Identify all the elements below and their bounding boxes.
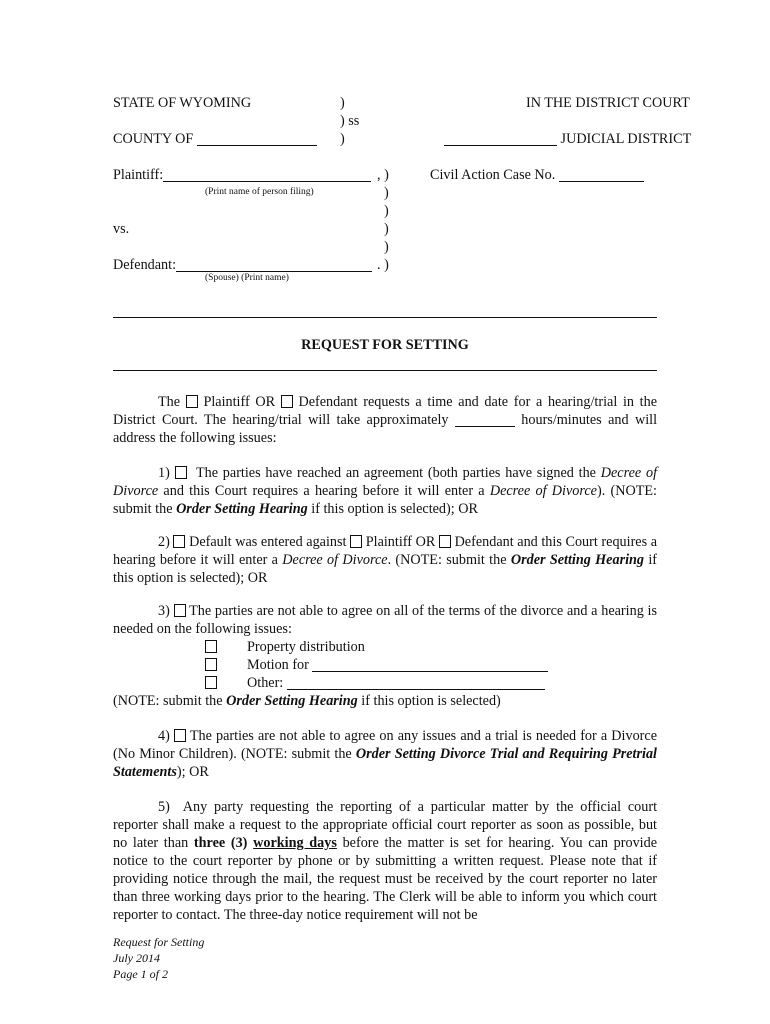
vs-label: vs. bbox=[113, 221, 130, 237]
top-rule bbox=[113, 317, 657, 318]
intro-paragraph: The Plaintiff OR Defendant requests a time and date for a hearing/trial in the District Court. The hearing/trial will take approximately hours/minutes and will address the following issues: bbox=[113, 394, 658, 446]
option-2: 2) Default was entered against Plaintiff OR Defendant and this Court requires a hearing before it will enter a Decree of Divorce. (NOTE: submit the Order Setting Hearing if this option is selected); OR bbox=[113, 534, 658, 586]
caption-ss: ) ss bbox=[340, 113, 360, 129]
option-4-checkbox[interactable] bbox=[174, 729, 186, 742]
option-1-checkbox[interactable] bbox=[175, 466, 187, 479]
caption-comma-paren: , ) bbox=[377, 167, 389, 183]
plaintiff-note: (Print name of person filing) bbox=[205, 187, 314, 197]
issue-motion-checkbox[interactable] bbox=[205, 658, 217, 671]
state-label: STATE OF WYOMING bbox=[113, 95, 252, 111]
caption-paren: ) bbox=[384, 185, 389, 201]
caption-paren: ) bbox=[384, 221, 389, 237]
plaintiff-label: Plaintiff: bbox=[113, 166, 371, 184]
option-5: 5) Any party requesting the reporting of a particular matter by the official court reporter shall make a request to the appropriate official court reporter as soon as possible, but no later than three (3) working days before the matter is set for hearing. You can provide notice to the court reporter by phone or by submitting a written request. Please note that if providing notice through the mail, the request must be received by the court reporter no later than three working days prior to the hearing. The Clerk will be able to inform you which court reporter to contact. The three-day notice requirement will not be bbox=[113, 799, 658, 923]
district-label: JUDICIAL DISTRICT bbox=[444, 130, 691, 148]
caption-paren: ) bbox=[384, 239, 389, 255]
footer-date: July 2014 bbox=[113, 951, 160, 965]
other-blank[interactable] bbox=[287, 675, 545, 690]
footer-form-name: Request for Setting bbox=[113, 935, 205, 949]
document-title: REQUEST FOR SETTING bbox=[301, 337, 469, 353]
plaintiff-name-blank[interactable] bbox=[163, 167, 371, 182]
case-number-label: Civil Action Case No. bbox=[430, 166, 644, 184]
duration-blank[interactable] bbox=[455, 412, 515, 427]
option-2-plaintiff-checkbox[interactable] bbox=[350, 535, 362, 548]
footer-page-number: Page 1 of 2 bbox=[113, 967, 168, 981]
option-4: 4) The parties are not able to agree on any issues and a trial is needed for a Divorce (No Minor Children). (NOTE: submit the Order Setting Divorce Trial and Requiring Pretrial Statements); OR bbox=[113, 728, 658, 780]
option-3: 3) The parties are not able to agree on all of the terms of the divorce and a hearing is needed on the following issues: bbox=[113, 603, 658, 637]
plaintiff-checkbox[interactable] bbox=[186, 395, 198, 408]
defendant-note: (Spouse) (Print name) bbox=[205, 273, 289, 283]
option-2-checkbox[interactable] bbox=[173, 535, 185, 548]
option-3-checkbox[interactable] bbox=[174, 604, 186, 617]
issue-property-checkbox[interactable] bbox=[205, 640, 217, 653]
case-number-blank[interactable] bbox=[559, 167, 644, 182]
issue-property: Property distribution bbox=[205, 638, 365, 656]
issue-motion: Motion for bbox=[205, 656, 548, 674]
motion-for-blank[interactable] bbox=[312, 657, 548, 672]
defendant-label: Defendant: bbox=[113, 256, 372, 274]
footer bbox=[113, 934, 204, 982]
issue-other: Other: bbox=[205, 674, 545, 692]
caption-paren: ) bbox=[340, 131, 345, 147]
caption-paren: ) bbox=[384, 203, 389, 219]
county-label: COUNTY OF bbox=[113, 130, 317, 148]
option-2-defendant-checkbox[interactable] bbox=[439, 535, 451, 548]
bottom-rule bbox=[113, 370, 657, 371]
district-blank[interactable] bbox=[444, 131, 557, 146]
issue-other-checkbox[interactable] bbox=[205, 676, 217, 689]
option-1: 1) The parties have reached an agreement (both parties have signed the Decree of Divorce and this Court requires a hearing before it will enter a Decree of Divorce). (NOTE: submit the Order Setting Hearing if this option is selected); OR bbox=[113, 465, 658, 517]
option-3-note: (NOTE: submit the Order Setting Hearing if this option is selected) bbox=[113, 693, 501, 709]
court-label: IN THE DISTRICT COURT bbox=[526, 95, 690, 111]
defendant-name-blank[interactable] bbox=[176, 257, 372, 272]
defendant-checkbox[interactable] bbox=[281, 395, 293, 408]
caption-period-paren: . ) bbox=[377, 257, 389, 273]
caption-paren: ) bbox=[340, 95, 345, 111]
county-blank[interactable] bbox=[197, 131, 317, 146]
